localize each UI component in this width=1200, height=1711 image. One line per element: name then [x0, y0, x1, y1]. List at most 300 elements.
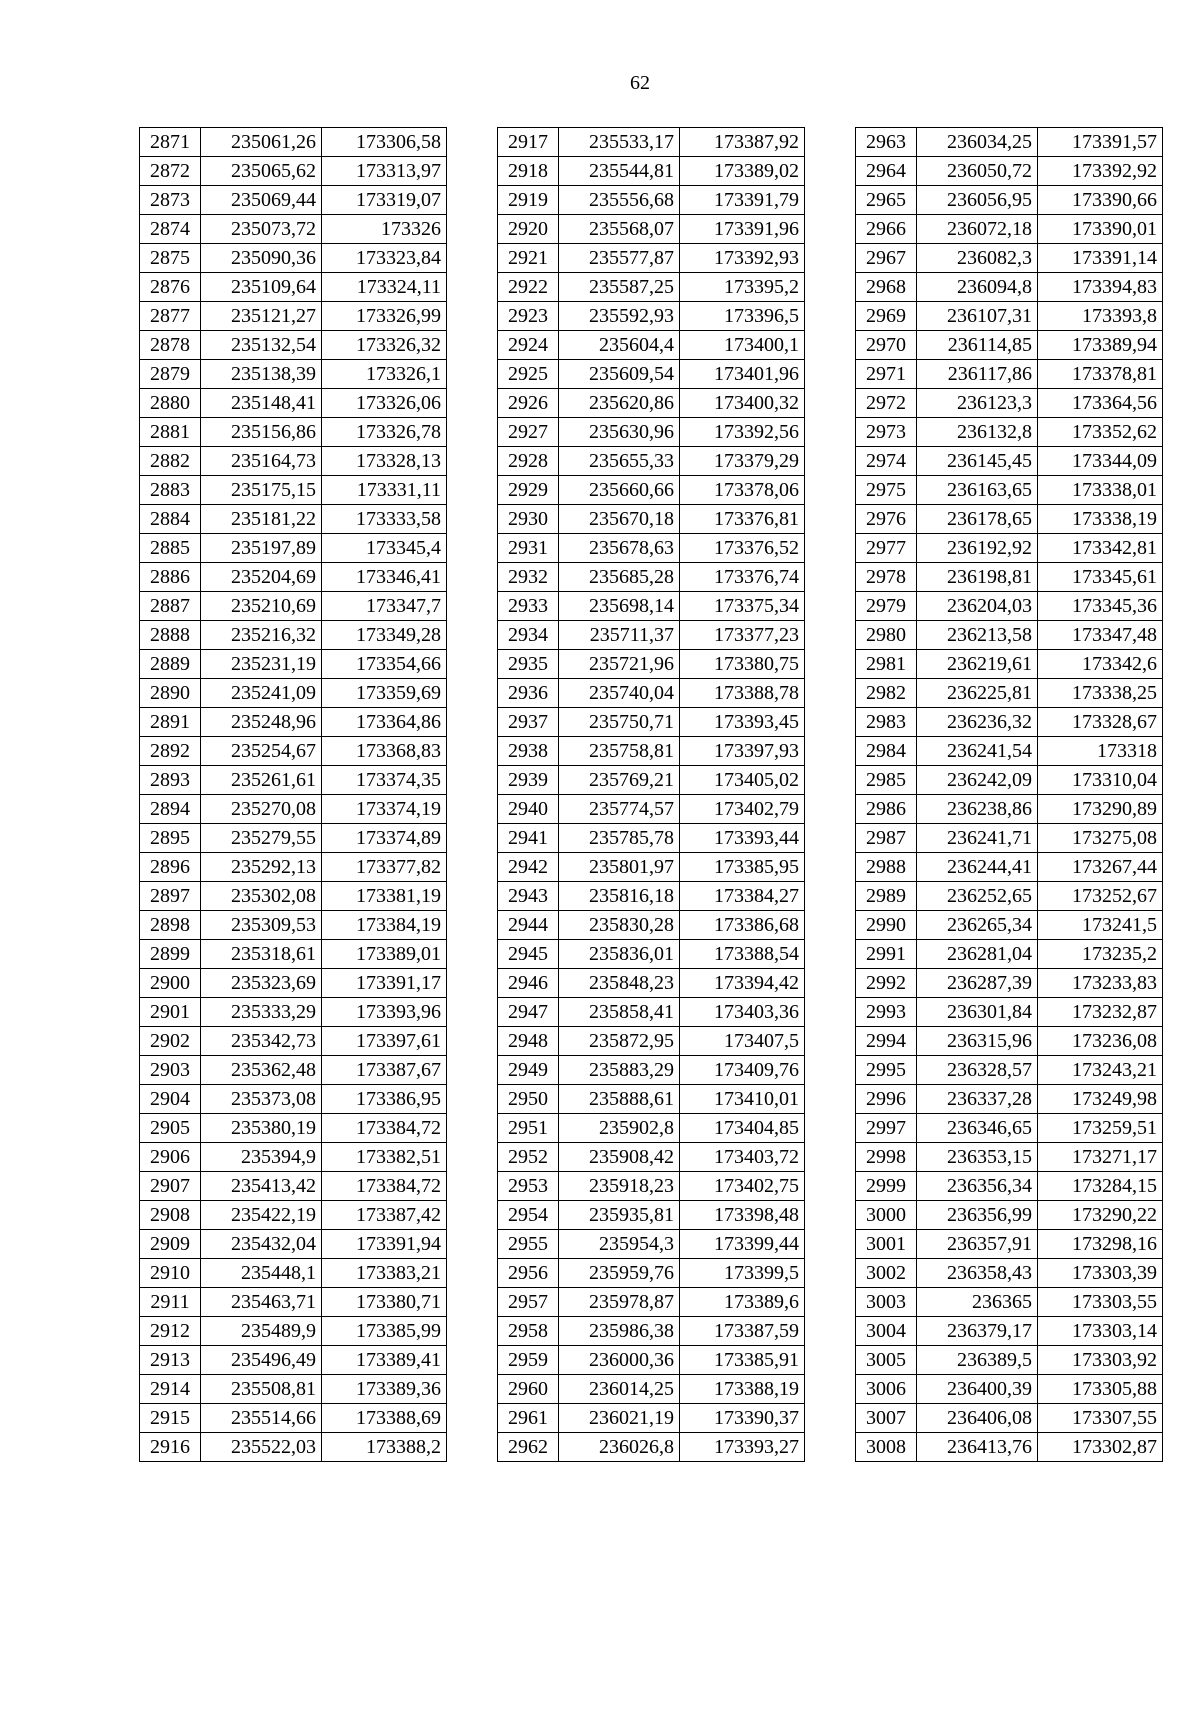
- table-row: [498, 940, 805, 969]
- x-coordinate-cell: 235279,55: [201, 824, 322, 853]
- table-row: [498, 331, 805, 360]
- point-number-cell: 2921: [498, 244, 559, 273]
- table-row: [856, 1317, 1163, 1346]
- table-row: [498, 389, 805, 418]
- table-row: [498, 1433, 805, 1462]
- x-coordinate-cell: 236281,04: [917, 940, 1038, 969]
- x-coordinate-cell: 235978,87: [559, 1288, 680, 1317]
- y-coordinate-cell: 173319,07: [322, 186, 447, 215]
- table-row: [140, 157, 447, 186]
- y-coordinate-cell: 173324,11: [322, 273, 447, 302]
- x-coordinate-cell: 235918,23: [559, 1172, 680, 1201]
- table-row: [498, 621, 805, 650]
- x-coordinate-cell: 235630,96: [559, 418, 680, 447]
- x-coordinate-cell: 235872,95: [559, 1027, 680, 1056]
- table-row: [856, 418, 1163, 447]
- y-coordinate-cell: 173349,28: [322, 621, 447, 650]
- table-row: [856, 215, 1163, 244]
- point-number-cell: 2885: [140, 534, 201, 563]
- y-coordinate-cell: 173391,96: [680, 215, 805, 244]
- point-number-cell: 2900: [140, 969, 201, 998]
- table-row: [856, 1346, 1163, 1375]
- x-coordinate-cell: 235670,18: [559, 505, 680, 534]
- point-number-cell: 2996: [856, 1085, 917, 1114]
- table-row: [856, 1114, 1163, 1143]
- table-row: [856, 244, 1163, 273]
- x-coordinate-cell: 235685,28: [559, 563, 680, 592]
- table-row: [498, 1114, 805, 1143]
- point-number-cell: 2973: [856, 418, 917, 447]
- point-number-cell: 2913: [140, 1346, 201, 1375]
- x-coordinate-cell: 235138,39: [201, 360, 322, 389]
- point-number-cell: 2896: [140, 853, 201, 882]
- point-number-cell: 2884: [140, 505, 201, 534]
- y-coordinate-cell: 173354,66: [322, 650, 447, 679]
- table-row: [498, 1404, 805, 1433]
- y-coordinate-cell: 173376,52: [680, 534, 805, 563]
- x-coordinate-cell: 235489,9: [201, 1317, 322, 1346]
- point-number-cell: 3001: [856, 1230, 917, 1259]
- y-coordinate-cell: 173393,96: [322, 998, 447, 1027]
- x-coordinate-cell: 236145,45: [917, 447, 1038, 476]
- x-coordinate-cell: 235261,61: [201, 766, 322, 795]
- table-row: [140, 708, 447, 737]
- table-row: [498, 534, 805, 563]
- x-coordinate-cell: 235544,81: [559, 157, 680, 186]
- x-coordinate-cell: 235197,89: [201, 534, 322, 563]
- x-coordinate-cell: 235883,29: [559, 1056, 680, 1085]
- point-number-cell: 2876: [140, 273, 201, 302]
- point-number-cell: 2948: [498, 1027, 559, 1056]
- x-coordinate-cell: 236241,54: [917, 737, 1038, 766]
- x-coordinate-cell: 235514,66: [201, 1404, 322, 1433]
- x-coordinate-cell: 235342,73: [201, 1027, 322, 1056]
- y-coordinate-cell: 173305,88: [1038, 1375, 1163, 1404]
- y-coordinate-cell: 173378,06: [680, 476, 805, 505]
- point-number-cell: 3002: [856, 1259, 917, 1288]
- y-coordinate-cell: 173342,81: [1038, 534, 1163, 563]
- point-number-cell: 2994: [856, 1027, 917, 1056]
- point-number-cell: 2888: [140, 621, 201, 650]
- point-number-cell: 2936: [498, 679, 559, 708]
- x-coordinate-cell: 236301,84: [917, 998, 1038, 1027]
- x-coordinate-cell: 236198,81: [917, 563, 1038, 592]
- x-coordinate-cell: 236114,85: [917, 331, 1038, 360]
- table-row: [498, 882, 805, 911]
- y-coordinate-cell: 173377,82: [322, 853, 447, 882]
- x-coordinate-cell: 236244,41: [917, 853, 1038, 882]
- x-coordinate-cell: 235496,49: [201, 1346, 322, 1375]
- table-row: [140, 360, 447, 389]
- x-coordinate-cell: 235069,44: [201, 186, 322, 215]
- point-number-cell: 2990: [856, 911, 917, 940]
- x-coordinate-cell: 236315,96: [917, 1027, 1038, 1056]
- table-row: [140, 1230, 447, 1259]
- table-row: [498, 766, 805, 795]
- y-coordinate-cell: 173235,2: [1038, 940, 1163, 969]
- y-coordinate-cell: 173374,89: [322, 824, 447, 853]
- table-row: [498, 708, 805, 737]
- point-number-cell: 2939: [498, 766, 559, 795]
- y-coordinate-cell: 173393,27: [680, 1433, 805, 1462]
- y-coordinate-cell: 173389,41: [322, 1346, 447, 1375]
- point-number-cell: 2889: [140, 650, 201, 679]
- point-number-cell: 2977: [856, 534, 917, 563]
- y-coordinate-cell: 173388,69: [322, 1404, 447, 1433]
- x-coordinate-cell: 235655,33: [559, 447, 680, 476]
- x-coordinate-cell: 236353,15: [917, 1143, 1038, 1172]
- y-coordinate-cell: 173375,34: [680, 592, 805, 621]
- x-coordinate-cell: 235073,72: [201, 215, 322, 244]
- table-row: [856, 969, 1163, 998]
- point-number-cell: 2892: [140, 737, 201, 766]
- x-coordinate-cell: 236178,65: [917, 505, 1038, 534]
- table-row: [140, 1433, 447, 1462]
- x-coordinate-cell: 236072,18: [917, 215, 1038, 244]
- y-coordinate-cell: 173384,19: [322, 911, 447, 940]
- y-coordinate-cell: 173232,87: [1038, 998, 1163, 1027]
- y-coordinate-cell: 173393,44: [680, 824, 805, 853]
- y-coordinate-cell: 173306,58: [322, 128, 447, 157]
- point-number-cell: 2956: [498, 1259, 559, 1288]
- y-coordinate-cell: 173394,83: [1038, 273, 1163, 302]
- x-coordinate-cell: 236132,8: [917, 418, 1038, 447]
- point-number-cell: 2949: [498, 1056, 559, 1085]
- point-number-cell: 2886: [140, 563, 201, 592]
- y-coordinate-cell: 173345,4: [322, 534, 447, 563]
- y-coordinate-cell: 173388,2: [322, 1433, 447, 1462]
- point-number-cell: 2944: [498, 911, 559, 940]
- table-row: [498, 737, 805, 766]
- table-row: [856, 302, 1163, 331]
- point-number-cell: 2992: [856, 969, 917, 998]
- y-coordinate-cell: 173383,21: [322, 1259, 447, 1288]
- y-coordinate-cell: 173404,85: [680, 1114, 805, 1143]
- point-number-cell: 2910: [140, 1259, 201, 1288]
- x-coordinate-cell: 235164,73: [201, 447, 322, 476]
- table-row: [498, 795, 805, 824]
- point-number-cell: 2904: [140, 1085, 201, 1114]
- table-row: [856, 911, 1163, 940]
- table-row: [140, 824, 447, 853]
- table-row: [498, 1288, 805, 1317]
- x-coordinate-cell: 235609,54: [559, 360, 680, 389]
- x-coordinate-cell: 236014,25: [559, 1375, 680, 1404]
- table-row: [498, 1375, 805, 1404]
- y-coordinate-cell: 173345,61: [1038, 563, 1163, 592]
- table-row: [856, 1027, 1163, 1056]
- x-coordinate-cell: 236252,65: [917, 882, 1038, 911]
- table-row: [140, 766, 447, 795]
- table-row: [140, 940, 447, 969]
- x-coordinate-cell: 235090,36: [201, 244, 322, 273]
- table-row: [856, 476, 1163, 505]
- table-row: [498, 650, 805, 679]
- y-coordinate-cell: 173380,75: [680, 650, 805, 679]
- y-coordinate-cell: 173400,1: [680, 331, 805, 360]
- x-coordinate-cell: 236192,92: [917, 534, 1038, 563]
- x-coordinate-cell: 235556,68: [559, 186, 680, 215]
- point-number-cell: 2898: [140, 911, 201, 940]
- point-number-cell: 2925: [498, 360, 559, 389]
- table-row: [856, 505, 1163, 534]
- point-number-cell: 2988: [856, 853, 917, 882]
- y-coordinate-cell: 173364,56: [1038, 389, 1163, 418]
- point-number-cell: 2924: [498, 331, 559, 360]
- point-number-cell: 2942: [498, 853, 559, 882]
- y-coordinate-cell: 173399,5: [680, 1259, 805, 1288]
- x-coordinate-cell: 236094,8: [917, 273, 1038, 302]
- point-number-cell: 2997: [856, 1114, 917, 1143]
- y-coordinate-cell: 173391,57: [1038, 128, 1163, 157]
- table-row: [856, 157, 1163, 186]
- table-row: [498, 186, 805, 215]
- table-row: [140, 650, 447, 679]
- y-coordinate-cell: 173389,36: [322, 1375, 447, 1404]
- y-coordinate-cell: 173390,37: [680, 1404, 805, 1433]
- y-coordinate-cell: 173384,72: [322, 1114, 447, 1143]
- y-coordinate-cell: 173326,99: [322, 302, 447, 331]
- x-coordinate-cell: 236163,65: [917, 476, 1038, 505]
- coordinate-table-3: [855, 127, 1163, 1462]
- table-row: [856, 795, 1163, 824]
- x-coordinate-cell: 235587,25: [559, 273, 680, 302]
- point-number-cell: 2919: [498, 186, 559, 215]
- y-coordinate-cell: 173290,89: [1038, 795, 1163, 824]
- point-number-cell: 2908: [140, 1201, 201, 1230]
- table-row: [140, 1172, 447, 1201]
- table-row: [856, 128, 1163, 157]
- y-coordinate-cell: 173385,95: [680, 853, 805, 882]
- table-row: [498, 1346, 805, 1375]
- x-coordinate-cell: 235254,67: [201, 737, 322, 766]
- table-row: [498, 563, 805, 592]
- y-coordinate-cell: 173328,67: [1038, 708, 1163, 737]
- x-coordinate-cell: 235109,64: [201, 273, 322, 302]
- table-row: [140, 186, 447, 215]
- point-number-cell: 2974: [856, 447, 917, 476]
- x-coordinate-cell: 235620,86: [559, 389, 680, 418]
- y-coordinate-cell: 173333,58: [322, 505, 447, 534]
- y-coordinate-cell: 173376,74: [680, 563, 805, 592]
- y-coordinate-cell: 173233,83: [1038, 969, 1163, 998]
- x-coordinate-cell: 235801,97: [559, 853, 680, 882]
- x-coordinate-cell: 235568,07: [559, 215, 680, 244]
- y-coordinate-cell: 173342,6: [1038, 650, 1163, 679]
- table-row: [856, 1143, 1163, 1172]
- x-coordinate-cell: 235394,9: [201, 1143, 322, 1172]
- x-coordinate-cell: 235181,22: [201, 505, 322, 534]
- y-coordinate-cell: 173386,95: [322, 1085, 447, 1114]
- y-coordinate-cell: 173303,55: [1038, 1288, 1163, 1317]
- x-coordinate-cell: 235522,03: [201, 1433, 322, 1462]
- y-coordinate-cell: 173387,59: [680, 1317, 805, 1346]
- x-coordinate-cell: 236346,65: [917, 1114, 1038, 1143]
- point-number-cell: 2897: [140, 882, 201, 911]
- y-coordinate-cell: 173405,02: [680, 766, 805, 795]
- x-coordinate-cell: 235698,14: [559, 592, 680, 621]
- y-coordinate-cell: 173326,32: [322, 331, 447, 360]
- y-coordinate-cell: 173391,17: [322, 969, 447, 998]
- point-number-cell: 2946: [498, 969, 559, 998]
- table-row: [140, 592, 447, 621]
- x-coordinate-cell: 236356,34: [917, 1172, 1038, 1201]
- table-row: [856, 1404, 1163, 1433]
- y-coordinate-cell: 173379,29: [680, 447, 805, 476]
- x-coordinate-cell: 235413,42: [201, 1172, 322, 1201]
- table-row: [856, 1433, 1163, 1462]
- table-row: [856, 331, 1163, 360]
- y-coordinate-cell: 173377,23: [680, 621, 805, 650]
- table-row: [498, 1201, 805, 1230]
- table-row: [140, 882, 447, 911]
- point-number-cell: 2918: [498, 157, 559, 186]
- y-coordinate-cell: 173323,84: [322, 244, 447, 273]
- x-coordinate-cell: 235204,69: [201, 563, 322, 592]
- x-coordinate-cell: 235888,61: [559, 1085, 680, 1114]
- table-row: [140, 1346, 447, 1375]
- y-coordinate-cell: 173271,17: [1038, 1143, 1163, 1172]
- x-coordinate-cell: 236034,25: [917, 128, 1038, 157]
- x-coordinate-cell: 235954,3: [559, 1230, 680, 1259]
- y-coordinate-cell: 173407,5: [680, 1027, 805, 1056]
- y-coordinate-cell: 173241,5: [1038, 911, 1163, 940]
- y-coordinate-cell: 173338,19: [1038, 505, 1163, 534]
- y-coordinate-cell: 173328,13: [322, 447, 447, 476]
- table-row: [140, 1085, 447, 1114]
- point-number-cell: 3006: [856, 1375, 917, 1404]
- point-number-cell: 2899: [140, 940, 201, 969]
- table-row: [498, 360, 805, 389]
- y-coordinate-cell: 173387,92: [680, 128, 805, 157]
- y-coordinate-cell: 173368,83: [322, 737, 447, 766]
- x-coordinate-cell: 235959,76: [559, 1259, 680, 1288]
- x-coordinate-cell: 235241,09: [201, 679, 322, 708]
- table-row: [856, 708, 1163, 737]
- y-coordinate-cell: 173390,66: [1038, 186, 1163, 215]
- table-row: [498, 273, 805, 302]
- y-coordinate-cell: 173389,94: [1038, 331, 1163, 360]
- y-coordinate-cell: 173284,15: [1038, 1172, 1163, 1201]
- x-coordinate-cell: 235577,87: [559, 244, 680, 273]
- point-number-cell: 2895: [140, 824, 201, 853]
- y-coordinate-cell: 173385,91: [680, 1346, 805, 1375]
- x-coordinate-cell: 235132,54: [201, 331, 322, 360]
- point-number-cell: 2976: [856, 505, 917, 534]
- x-coordinate-cell: 236379,17: [917, 1317, 1038, 1346]
- y-coordinate-cell: 173376,81: [680, 505, 805, 534]
- y-coordinate-cell: 173313,97: [322, 157, 447, 186]
- point-number-cell: 2962: [498, 1433, 559, 1462]
- point-number-cell: 2953: [498, 1172, 559, 1201]
- table-row: [140, 215, 447, 244]
- table-row: [140, 795, 447, 824]
- y-coordinate-cell: 173402,75: [680, 1172, 805, 1201]
- point-number-cell: 2937: [498, 708, 559, 737]
- y-coordinate-cell: 173402,79: [680, 795, 805, 824]
- x-coordinate-cell: 236358,43: [917, 1259, 1038, 1288]
- x-coordinate-cell: 236204,03: [917, 592, 1038, 621]
- table-row: [856, 1201, 1163, 1230]
- point-number-cell: 2879: [140, 360, 201, 389]
- y-coordinate-cell: 173243,21: [1038, 1056, 1163, 1085]
- point-number-cell: 2881: [140, 418, 201, 447]
- table-row: [856, 621, 1163, 650]
- y-coordinate-cell: 173318: [1038, 737, 1163, 766]
- x-coordinate-cell: 235380,19: [201, 1114, 322, 1143]
- table-row: [856, 534, 1163, 563]
- table-row: [140, 1375, 447, 1404]
- x-coordinate-cell: 235432,04: [201, 1230, 322, 1259]
- table-row: [498, 853, 805, 882]
- x-coordinate-cell: 236328,57: [917, 1056, 1038, 1085]
- point-number-cell: 2934: [498, 621, 559, 650]
- point-number-cell: 2957: [498, 1288, 559, 1317]
- x-coordinate-cell: 236026,8: [559, 1433, 680, 1462]
- point-number-cell: 2905: [140, 1114, 201, 1143]
- y-coordinate-cell: 173395,2: [680, 273, 805, 302]
- y-coordinate-cell: 173310,04: [1038, 766, 1163, 795]
- point-number-cell: 2920: [498, 215, 559, 244]
- y-coordinate-cell: 173331,11: [322, 476, 447, 505]
- point-number-cell: 2958: [498, 1317, 559, 1346]
- table-row: [498, 911, 805, 940]
- table-row: [856, 360, 1163, 389]
- y-coordinate-cell: 173374,35: [322, 766, 447, 795]
- point-number-cell: 2929: [498, 476, 559, 505]
- point-number-cell: 2926: [498, 389, 559, 418]
- x-coordinate-cell: 235678,63: [559, 534, 680, 563]
- y-coordinate-cell: 173382,51: [322, 1143, 447, 1172]
- table-row: [498, 128, 805, 157]
- point-number-cell: 2950: [498, 1085, 559, 1114]
- table-row: [140, 389, 447, 418]
- x-coordinate-cell: 236123,3: [917, 389, 1038, 418]
- point-number-cell: 3008: [856, 1433, 917, 1462]
- table-row: [498, 244, 805, 273]
- x-coordinate-cell: 236236,32: [917, 708, 1038, 737]
- table-row: [856, 1172, 1163, 1201]
- x-coordinate-cell: 235830,28: [559, 911, 680, 940]
- point-number-cell: 2985: [856, 766, 917, 795]
- y-coordinate-cell: 173347,48: [1038, 621, 1163, 650]
- x-coordinate-cell: 235740,04: [559, 679, 680, 708]
- table-row: [856, 824, 1163, 853]
- point-number-cell: 2940: [498, 795, 559, 824]
- table-row: [140, 1288, 447, 1317]
- point-number-cell: 2932: [498, 563, 559, 592]
- y-coordinate-cell: 173391,94: [322, 1230, 447, 1259]
- y-coordinate-cell: 173391,79: [680, 186, 805, 215]
- point-number-cell: 2989: [856, 882, 917, 911]
- y-coordinate-cell: 173338,01: [1038, 476, 1163, 505]
- table-row: [856, 1259, 1163, 1288]
- table-row: [498, 1027, 805, 1056]
- x-coordinate-cell: 235533,17: [559, 128, 680, 157]
- coordinate-table-2: [497, 127, 805, 1462]
- x-coordinate-cell: 236021,19: [559, 1404, 680, 1433]
- point-number-cell: 2873: [140, 186, 201, 215]
- point-number-cell: 3005: [856, 1346, 917, 1375]
- table-row: [140, 447, 447, 476]
- point-number-cell: 2928: [498, 447, 559, 476]
- y-coordinate-cell: 173401,96: [680, 360, 805, 389]
- table-row: [140, 1259, 447, 1288]
- point-number-cell: 2877: [140, 302, 201, 331]
- y-coordinate-cell: 173326,1: [322, 360, 447, 389]
- table-row: [856, 1288, 1163, 1317]
- table-row: [498, 418, 805, 447]
